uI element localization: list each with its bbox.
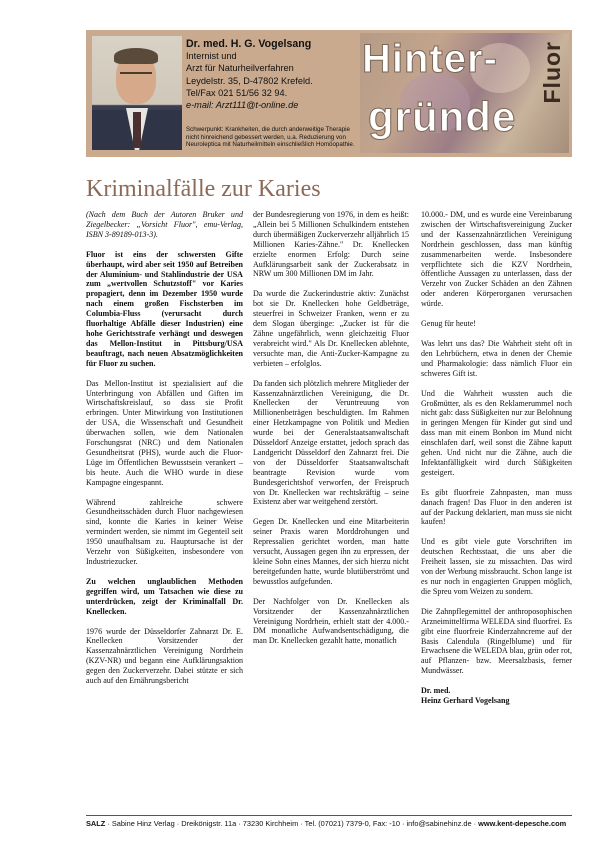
footer-brand: SALZ bbox=[86, 819, 106, 828]
footer-website[interactable]: www.kent-depesche.com bbox=[478, 819, 567, 828]
article-column-3 bbox=[421, 210, 572, 706]
author-focus: Schwerpunkt: Krankheiten, die durch anderweitige Therapie nicht hinreichend gebessert werden, u.a. Reduzierung von Neuroleptica mit Naturheilmitteln einschließlich Homöopathie. bbox=[186, 126, 355, 149]
page-footer bbox=[86, 815, 572, 828]
author-address: Leydelstr. 35, D-47802 Krefeld. bbox=[186, 75, 313, 86]
article-column-2 bbox=[253, 210, 409, 656]
paragraph: Die Zahnpflegemittel der anthroposophischen Arzneimittelfirma WELEDA sind fluorfrei. Es gibt eine fluorfreie Kinderzahncreme auf der Basis Calendula (Ringelblume) und für Erwachsene die WELEDA blau, grün oder rot, auf Pflanzen- bzw. Meersalzbasis, ferner Mundwässer. bbox=[421, 606, 572, 676]
author-role-1: Internist und bbox=[186, 51, 237, 62]
paragraph: 1976 wurde der Düsseldorfer Zahnarzt Dr. E. Knellecken Vorsitzender der Kassenzahnärztlichen Vereinigung Nordrhein (KZV-NR) und begann eine Aufklärungsaktion gegen den Zuckerverzehr. Dabei stützte er sich auch auf den Ernährungsbericht bbox=[86, 626, 243, 686]
logo-line-1: Hinter- bbox=[362, 37, 498, 81]
paragraph: 10.000.- DM, und es wurde eine Vereinbarung zwischen der Wirtschaftsvereinigung Zucker und der Kassenzahnärztlichen Vereinigung Nordrhein geschlossen, dass man künftig zusammenarbeiten werde. Insbesondere verpflichtete sich die KZV Nordrhein, öffentliche Aussagen zu unterlassen, dass der Verzehr von Zucker Schäden an den Zähnen oder anderen Körperorganen verursachen würde. bbox=[421, 210, 572, 309]
paragraph: Der Nachfolger von Dr. Knellecken als Vorsitzender der Kassenzahnärztlichen Vereinigung Nordrhein, erhielt statt der 4.000.- DM monatliche Aufwandsentschädigung, die man Dr. Knellecken gezahlt hatte, monatlich bbox=[253, 596, 409, 646]
subheading-paragraph: Zu welchen unglaublichen Methoden gegriffen wird, um Tatsachen wie diese zu unterdrücken, zeigt der Kriminalfall Dr. Knellecken. bbox=[86, 576, 243, 616]
lead-paragraph: Fluor ist eins der schwersten Gifte überhaupt, wird aber seit 1950 auf Betreiben der Aluminium- und Stahlindustrie der USA zum „wertvollen Schutzstoff" vor Karies propagiert, denn im Dezember 1950 wurde nach einem großen Fischsterben im Columbia-Fluss (verursacht durch fluorhaltige Abfälle dieser Industrien) eine hohe Gerichtsstrafe verhängt und deswegen das Mellon-Institut in Pittsburg/USA beauftragt, nach neuen Absatzmöglichkeiten für Fluor zu suchen. bbox=[86, 249, 243, 368]
paragraph: Gegen Dr. Knellecken und eine Mitarbeiterin seiner Praxis waren Morddrohungen und Repressalien gerichtet worden, man hatte versucht, Aussagen gegen ihn zu erpressen, der kleine Sohn eines Mannes, der sich hierzu nicht bereitgefunden hatte, wurde blutüberströmt und bewusstlos aufgefunden. bbox=[253, 517, 409, 586]
paragraph: Da wurde die Zuckerindustrie aktiv: Zunächst bot sie Dr. Knellecken hohe Geldbeträge, steuerfrei in Schweizer Franken, wenn er zu dem Slogan überginge: „Zucker ist für die Zähne ungefährlich, wenn gleichzeitig Fluor verabreicht wird." Als Dr. Knellecken ablehnte, versuchte man, die Anti-Zucker-Kampagne zu verbieten – erfolglos. bbox=[253, 289, 409, 368]
author-role-2: Arzt für Naturheilverfahren bbox=[186, 63, 294, 74]
footer-details: · Sabine Hinz Verlag · Dreikönigstr. 11a · 73230 Kirchheim · Tel. (07021) 7379-0, Fax: -10 · info@sabinehinz.de · bbox=[105, 819, 479, 828]
paragraph: Genug für heute! bbox=[421, 319, 476, 329]
paragraph: Da fanden sich plötzlich mehrere Mitglieder der Kassenzahnärztlichen Vereinigung, die Dr. Knellecken der Veruntreuung von Millionenbeträgen beschuldigten. Im Rahmen einer Hetzkampagne von Politik und Medien wurde bei der Generalstaatsanwaltschaft Düsseldorf Anzeige erstattet, jedoch sprach das Landgericht Düsseldorf den Zahnarzt frei. Die von der Düsseldorfer Staatsanwaltschaft beantragte Revision wurde vom Bundesgerichtshof verworfen, der Freispruch von Dr. Knellecken war rechtskräftig – seine Existenz aber war weitgehend zerstört. bbox=[253, 378, 409, 507]
author-phone: Tel/Fax 021 51/56 32 94. bbox=[186, 87, 288, 98]
author-name: Dr. med. H. G. Vogelsang bbox=[186, 38, 312, 50]
section-logo bbox=[360, 33, 569, 153]
paragraph: Und es gibt viele gute Vorschriften im deutschen Rechtsstaat, die uns aber die Freiheit lassen, sie zu missachten. Das wird von der Werbung missbraucht. Schon lange ist es nur noch in engagierten Gruppen möglich, die Spreu vom Weizen zu sondern. bbox=[421, 537, 572, 596]
paragraph: Es gibt fluorfreie Zahnpasten, man muss danach fragen! Das Fluor in den anderen ist auf der Packung deklariert, man muss sie nicht kaufen! bbox=[421, 487, 572, 527]
author-contact bbox=[186, 38, 356, 111]
author-email[interactable]: e-mail: Arzt111@t-online.de bbox=[186, 100, 299, 111]
article-title: Kriminalfälle zur Karies bbox=[86, 176, 321, 202]
signature-title: Dr. med. bbox=[421, 686, 451, 696]
paragraph: Was lehrt uns das? Die Wahrheit steht oft in den Lehrbüchern, etwa in denen der Chemie und Pharmakologie: dass nämlich Fluor ein schweres Gift ist. bbox=[421, 338, 572, 378]
logo-line-2: gründe bbox=[368, 93, 517, 140]
article-column-1 bbox=[86, 210, 243, 696]
source-note: (Nach dem Buch der Autoren Bruker und Ziegelbecker: „Vorsicht Fluor", emu-Verlag, ISBN 3-89189-013-3). bbox=[86, 210, 243, 239]
paragraph: Und die Wahrheit wussten auch die Großmütter, als es den Reklamerummel noch nicht gab: dass Süßigkeiten nur zur Belohnung in geringen Mengen für Kinder gut sind und dass man mit einem Bonbon im Mund nicht einschlafen darf, weil sonst die Zähne kaputt gehen. Und nicht nur die Zähne, auch die Infektanfälligkeit wird durch Süßigkeiten gesteigert. bbox=[421, 388, 572, 477]
author-photo bbox=[92, 36, 182, 150]
signature-name: Heinz Gerhard Vogelsang bbox=[421, 696, 510, 706]
paragraph: Das Mellon-Institut ist spezialisiert auf die Unterbringung von Abfällen und Giften im Wirtschaftskreislauf, so dass sie Profit erbringen. Unter Mitwirkung von Institutionen der USA, die Wissenschaft und Gesundheit überwachen sollen, wie dem Nationalen Forschungsrat (NRC) und dem Nationalen Gesundheitsrat (PHS), wurde auch die Fluor-Lüge im Öffentlichen Bewusstsein verankert – bis heute. Auch die WHO wurde in diese Kampagne eingespannt. bbox=[86, 378, 243, 487]
paragraph: Während zahlreiche schwere Gesundheitsschäden durch Fluor nachgewiesen sind, konnte die Karies in keiner Weise vermindert werden, sie nimmt im Gegenteil seit 1950 unaufhaltsam zu. Hauptursache ist der Verzehr von Süßigkeiten, insbesondere von Industriezucker. bbox=[86, 497, 243, 566]
logo-side-label: Fluor bbox=[539, 41, 565, 104]
paragraph: der Bundesregierung von 1976, in dem es heißt: „Allein bei 5 Millionen Schulkindern entstehen durch übermäßigen Zuckerverzehr alljährlich 15 Millionen Karies-Zähne." Dr. Knellecken erzielte enormen Erfolg: Durch seine Aufklärungsarbeit sank der Zuckerabsatz in NRW um 300 Millionen DM im Jahr. bbox=[253, 210, 409, 279]
